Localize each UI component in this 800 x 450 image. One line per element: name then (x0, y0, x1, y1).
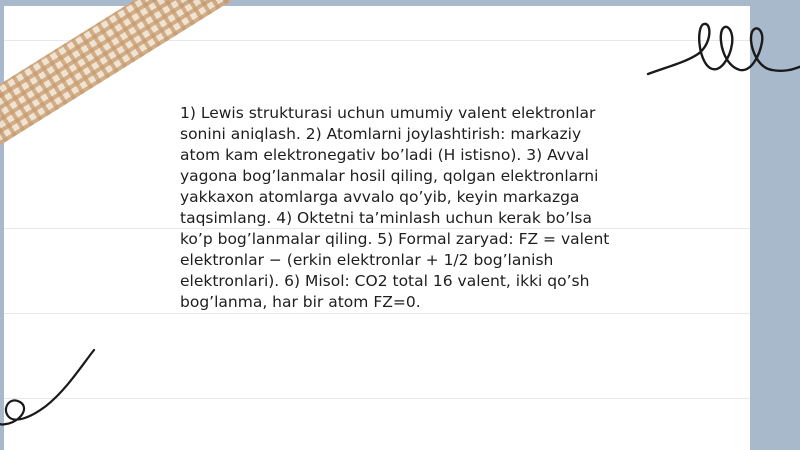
text-line: taqsimlang. 4) Oktetni ta’minlash uchun kerak bo’lsa (180, 209, 592, 227)
instruction-paragraph (180, 103, 635, 313)
curl-scribble-icon (0, 346, 110, 428)
loop-scribble-icon (640, 14, 800, 86)
text-line: sonini aniqlash. 2) Atomlarni joylashtirish: markaziy (180, 125, 582, 143)
text-line: bog’lanma, har bir atom FZ=0. (180, 293, 421, 311)
text-line: yagona bog’lanmalar hosil qiling, qolgan elektronlarni (180, 167, 599, 185)
ruled-line (4, 398, 750, 399)
text-line: ko’p bog’lanmalar qiling. 5) Formal zaryad: FZ = valent (180, 230, 610, 248)
text-line: elektronlari). 6) Misol: CO2 total 16 valent, ikki qo’sh (180, 272, 590, 290)
text-line: 1) Lewis strukturasi uchun umumiy valent elektronlar (180, 104, 596, 122)
ruled-line (4, 313, 750, 314)
text-line: elektronlar − (erkin elektronlar + 1/2 bog’lanish (180, 251, 554, 269)
text-line: yakkaxon atomlarga avvalo qo’yib, keyin markazga (180, 188, 580, 206)
text-line: atom kam elektronegativ bo’ladi (H istisno). 3) Avval (180, 146, 589, 164)
